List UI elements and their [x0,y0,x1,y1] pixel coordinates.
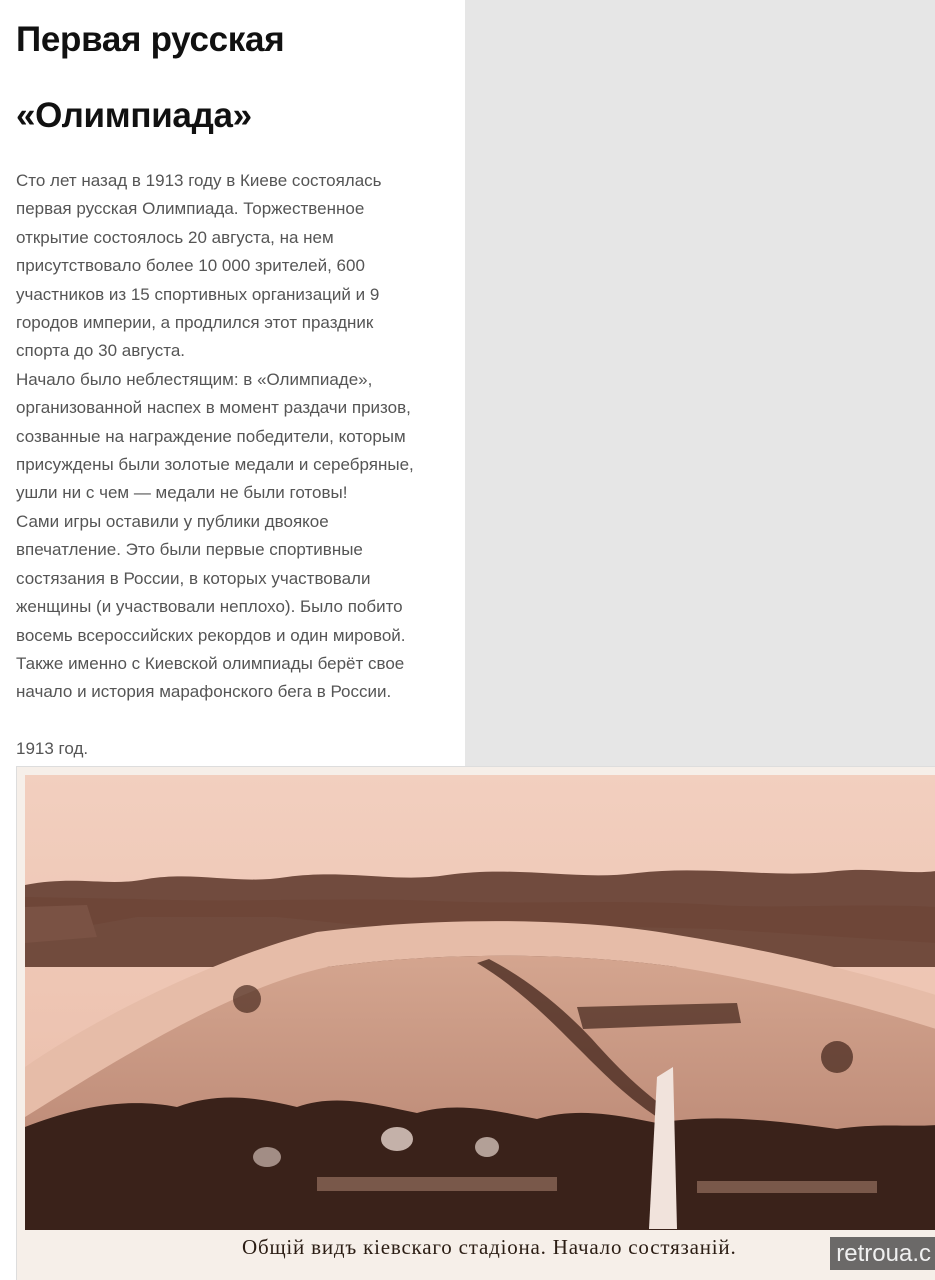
text-line: организованной наспех в момент раздачи призов, [16,398,411,418]
paragraph-3 [16,508,446,707]
text-line: впечатление. Это были первые спортивные [16,540,363,560]
photo-caption: Общій видъ кіевскаго стадіона. Начало состязаній. [242,1235,737,1259]
photo-year-caption: 1913 год. [16,739,89,758]
photo-bench [317,1177,557,1191]
photo-athletes-group [821,1041,853,1073]
text-line: первая русская Олимпиада. Торжественное [16,199,365,219]
paragraph-1 [16,167,446,366]
photo-grandstand [25,905,97,943]
text-line: созванные на награждение победители, которым [16,426,406,446]
text-line: ушли ни с чем — медали не были готовы! [16,483,348,503]
text-line: состязания в России, в которых участвовали [16,568,371,588]
watermark: retroua.c [830,1237,935,1270]
text-line: присуждены были золотые медали и серебряные, [16,455,414,475]
title-line-1: Первая русская [16,20,285,59]
text-line: присутствовало более 10 000 зрителей, 600 [16,256,365,276]
text-line: Также именно с Киевской олимпиады берёт свое [16,653,405,673]
text-line: Сто лет назад в 1913 году в Киеве состоялась [16,171,382,190]
photo-bench [697,1181,877,1193]
text-line: Начало было неблестящим: в «Олимпиаде», [16,369,373,389]
article-title [16,2,456,154]
text-line: спорта до 30 августа. [16,341,186,361]
text-line: начало и история марафонского бега в России. [16,682,392,702]
text-line: открытие состоялось 20 августа, на нем [16,227,334,247]
text-line: женщины (и участвовали неплохо). Было побито [16,597,403,617]
photo-athletes-group [233,985,261,1013]
photo-hat [253,1147,281,1167]
article-body [16,167,446,707]
side-panel-background [465,0,935,772]
paragraph-2 [16,366,446,508]
text-line: городов империи, а продлился этот праздник [16,313,374,333]
photo-hat [475,1137,499,1157]
title-line-2: «Олимпиада» [16,96,252,135]
text-line: Сами игры оставили у публики двоякое [16,511,329,531]
photo-hat [381,1127,413,1151]
text-line: восемь всероссийских рекордов и один мировой. [16,625,406,645]
text-line: участников из 15 спортивных организаций и 9 [16,284,380,304]
stadium-photo-illustration [17,767,935,1280]
historical-photo[interactable] [16,766,935,1280]
